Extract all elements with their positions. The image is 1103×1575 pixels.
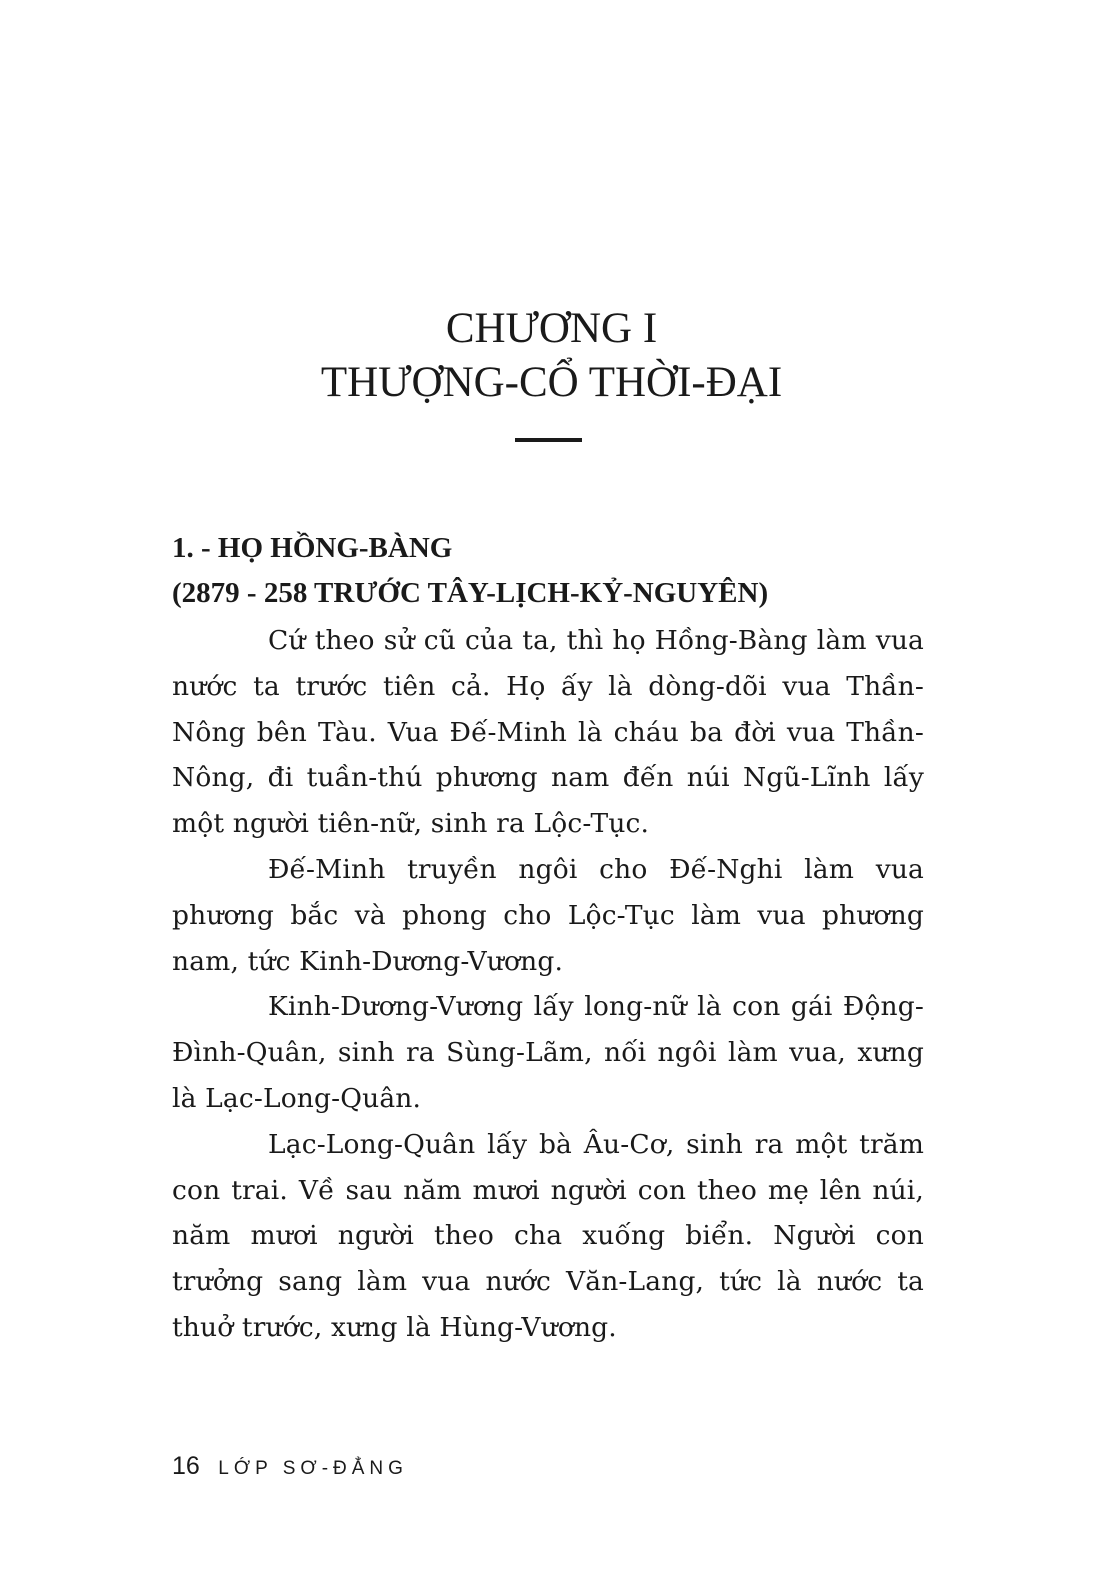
page-number: 16 — [172, 1452, 200, 1480]
paragraph: Đế-Minh truyền ngôi cho Đế-Nghi làm vua phương bắc và phong cho Lộc-Tục làm vua phương nam, tức Kinh-Dương-Vương. — [172, 853, 924, 977]
page-footer — [172, 1452, 408, 1481]
paragraph: Lạc-Long-Quân lấy bà Âu-Cơ, sinh ra một trăm con trai. Về sau năm mươi người con theo mẹ lên núi, năm mươi người theo cha xuống biển. Người con trưởng sang làm vua nước Văn-Lang, tức là nước ta thuở trước, xưng là Hùng-Vương. — [172, 1128, 924, 1343]
body-text — [172, 618, 924, 1351]
section-heading: 1. - HỌ HỒNG-BÀNG — [172, 532, 453, 564]
title-divider — [515, 438, 582, 442]
chapter-title: THƯỢNG-CỔ THỜI-ĐẠI — [320, 359, 783, 406]
paragraph: Cứ theo sử cũ của ta, thì họ Hồng-Bàng làm vua nước ta trước tiên cả. Họ ấy là dòng-dõi vua Thần-Nông bên Tàu. Vua Đế-Minh là cháu ba đời vua Thần-Nông, đi tuần-thú phương nam đến núi Ngũ-Lĩnh lấy một người tiên-nữ, sinh ra Lộc-Tục. — [172, 625, 924, 840]
running-head: LỚP SƠ-ĐẲNG — [218, 1458, 408, 1479]
chapter-number: CHƯƠNG I — [445, 305, 658, 352]
paragraph: Kinh-Dương-Vương lấy long-nữ là con gái Động-Đình-Quân, sinh ra Sùng-Lãm, nối ngôi làm vua, xưng là Lạc-Long-Quân. — [172, 991, 924, 1114]
section-dates: (2879 - 258 TRƯỚC TÂY-LỊCH-KỶ-NGUYÊN) — [172, 577, 769, 609]
